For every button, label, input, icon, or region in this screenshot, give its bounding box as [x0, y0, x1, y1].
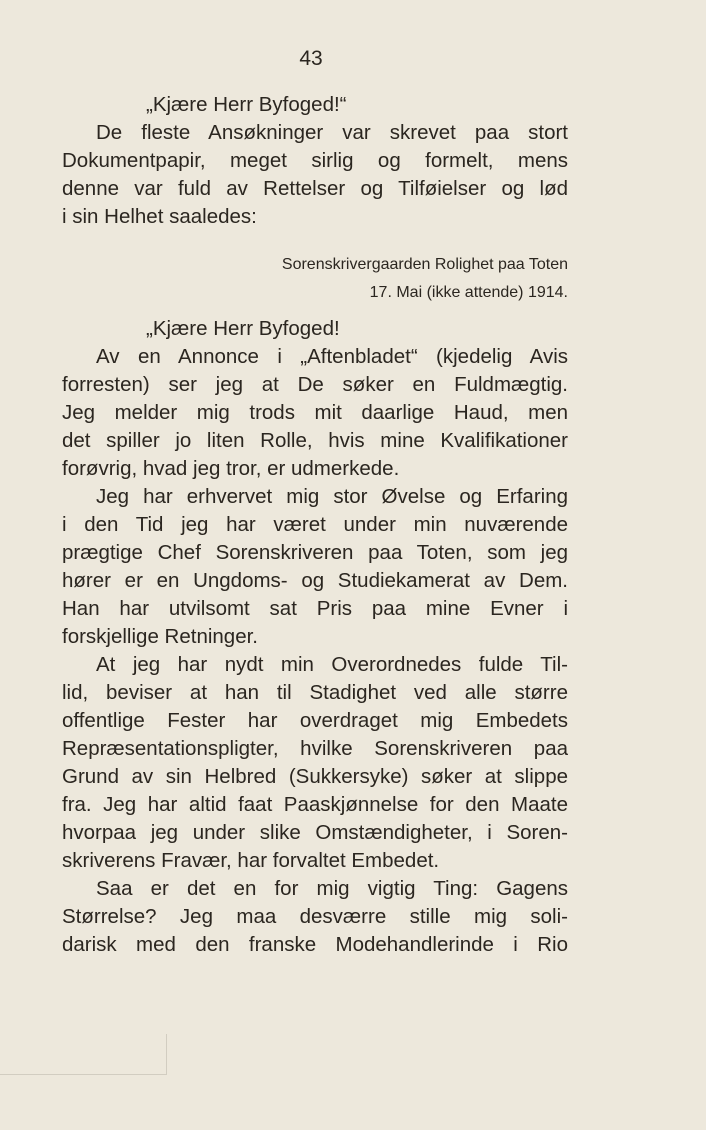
text-line: i sin Helhet saaledes:: [62, 205, 257, 228]
text-line: forskjellige Retninger.: [62, 625, 258, 648]
text-line: det spiller jo liten Rolle, hvis mine Kvalifikationer: [62, 429, 568, 452]
text-line: „Kjære Herr Byfoged!“: [146, 93, 347, 116]
text-line: Grund av sin Helbred (Sukkersyke) søker at slippe: [62, 765, 568, 788]
text-line: prægtige Chef Sorenskriveren paa Toten, som jeg: [62, 541, 568, 564]
letter-intro: [62, 91, 568, 231]
letter-heading: [62, 251, 568, 307]
text-line: De fleste Ansøkninger var skrevet paa stort: [96, 121, 568, 144]
text-line: skriverens Fravær, har forvaltet Embedet.: [62, 849, 440, 872]
text-line: Repræsentationspligter, hvilke Sorenskriveren paa: [62, 737, 568, 760]
text-line: forøvrig, hvad jeg tror, er udmerkede.: [62, 457, 400, 480]
page-number: 43: [299, 47, 323, 70]
text-line: darisk med den franske Modehandlerinde i Rio: [62, 933, 568, 956]
text-line: lid, beviser at han til Stadighet ved alle større: [62, 681, 568, 704]
text-line: Dokumentpapir, meget sirlig og formelt, mens: [62, 149, 568, 172]
letter-date: 17. Mai (ikke attende) 1914.: [369, 284, 568, 301]
letter-body: [62, 315, 568, 959]
text-line: i den Tid jeg har været under min nuværende: [62, 513, 568, 536]
text-line: „Kjære Herr Byfoged!: [146, 317, 340, 340]
text-line: offentlige Fester har overdraget mig Embedets: [62, 709, 568, 732]
text-line: At jeg har nydt min Overordnedes fulde Til-: [96, 653, 568, 676]
text-line: hører er en Ungdoms- og Studiekamerat av Dem.: [62, 569, 568, 592]
text-line: Jeg har erhvervet mig stor Øvelse og Erfaring: [96, 485, 568, 508]
text-line: Han har utvilsomt sat Pris paa mine Evner i: [62, 597, 568, 620]
text-line: Jeg melder mig trods mit daarlige Haud, men: [62, 401, 568, 424]
letter-place: Sorenskrivergaarden Rolighet paa Toten: [281, 256, 568, 273]
text-line: fra. Jeg har altid faat Paaskjønnelse for den Maate: [62, 793, 568, 816]
text-line: Størrelse? Jeg maa desværre stille mig soli-: [62, 905, 568, 928]
text-line: denne var fuld av Rettelser og Tilføielser og lød: [62, 177, 568, 200]
text-line: hvorpaa jeg under slike Omstændigheter, i Soren-: [62, 821, 568, 844]
text-line: Saa er det en for mig vigtig Ting: Gagens: [96, 877, 568, 900]
text-line: Av en Annonce i „Aftenbladet“ (kjedelig Avis: [96, 345, 568, 368]
text-line: forresten) ser jeg at De søker en Fuldmægtig.: [62, 373, 568, 396]
page-edge-mark: [0, 1034, 167, 1075]
